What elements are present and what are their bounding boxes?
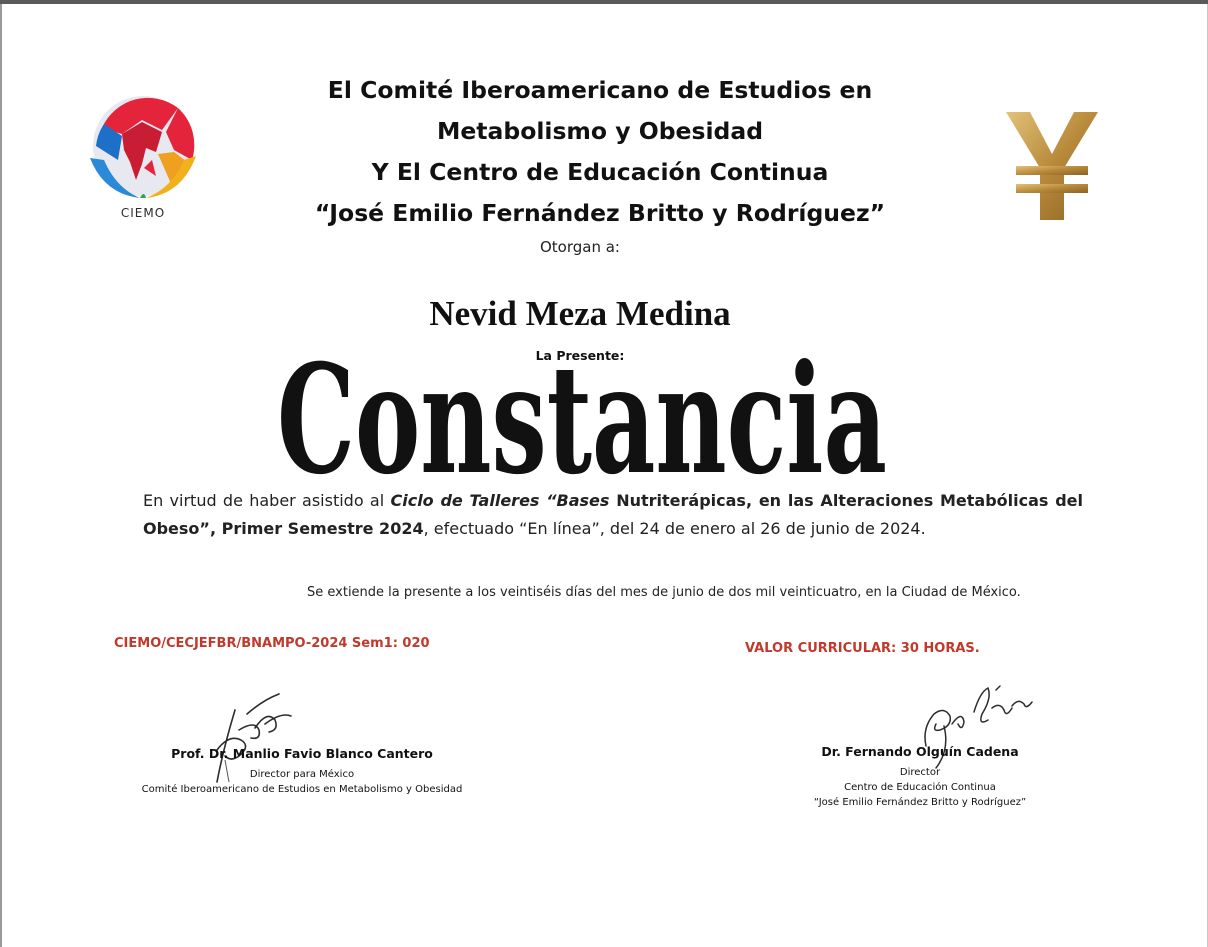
constancia-title-text: Constancia [277, 352, 887, 492]
signatory-right-org2: “José Emilio Fernández Britto y Rodríguez” [813, 797, 1027, 808]
yen-symbol-logo-icon [1000, 108, 1104, 224]
signatory-right-role: Director [899, 767, 941, 778]
recipient-name: Nevid Meza Medina [429, 294, 731, 333]
signatory-right-name: Dr. Fernando Olguín Cadena [821, 744, 1019, 759]
window-top-border [0, 0, 1208, 4]
signatory-left [120, 746, 484, 797]
page-left-edge [0, 4, 2, 947]
certificate-body [143, 487, 1083, 543]
body-part-1: En virtud de haber asistido al [143, 491, 391, 510]
constancia-title [262, 352, 902, 492]
signatory-left-org: Comité Iberoamericano de Estudios en Metabolismo y Obesidad [141, 784, 463, 795]
presente-label: La Presente: [535, 348, 625, 363]
header-line-4: “José Emilio Fernández Britto y Rodríguez” [314, 199, 886, 227]
ciemo-logo [82, 90, 204, 226]
header-line-3: Y El Centro de Educación Continua [371, 158, 829, 186]
folio-number: CIEMO/CECJEFBR/BNAMPO-2024 Sem1: 020 [114, 636, 430, 651]
header-line-1: El Comité Iberoamericano de Estudios en [327, 76, 873, 104]
ciemo-globe-logo-icon [82, 90, 204, 206]
body-part-4: , efectuado “En línea”, del 24 de enero al 26 de junio de 2024. [423, 519, 926, 538]
otorgan-label: Otorgan a: [539, 238, 620, 256]
body-part-3: Nutriterápicas, en las Alteraciones Metabólicas del Obeso”, Primer Semestre 2024 [143, 491, 1084, 538]
header-line-2: Metabolismo y Obesidad [436, 117, 764, 145]
body-part-2: Ciclo de Talleres “Bases [390, 491, 610, 510]
curricular-value: VALOR CURRICULAR: 30 HORAS. [745, 641, 980, 656]
yen-logo [1000, 108, 1104, 224]
signatory-right [770, 744, 1070, 810]
issuer-header [250, 70, 950, 234]
issue-date-statement: Se extiende la presente a los veintiséis días del mes de junio de dos mil veinticuatro, en la Ciudad de México. [307, 585, 1021, 600]
signatory-left-name: Prof. Dr. Manlio Favio Blanco Cantero [171, 746, 433, 761]
signatory-right-org: Centro de Educación Continua [844, 782, 996, 793]
ciemo-caption: CIEMO [120, 206, 166, 220]
signatory-left-role: Director para México [249, 769, 355, 780]
